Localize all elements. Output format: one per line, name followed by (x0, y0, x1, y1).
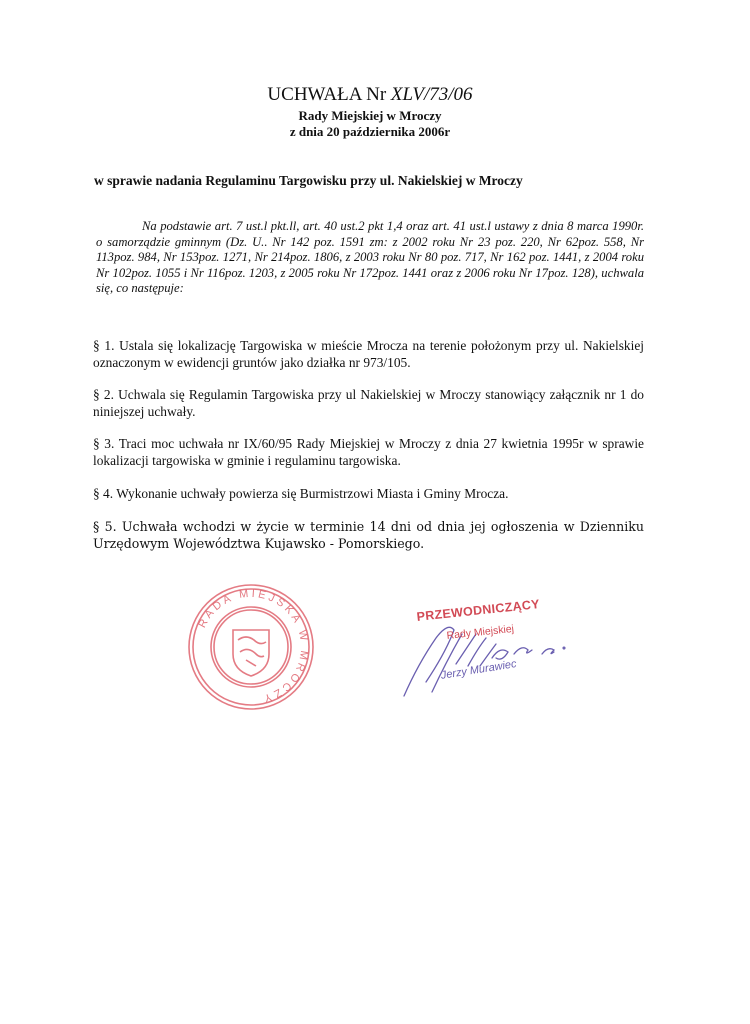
signature-title: PRZEWODNICZĄCY (416, 597, 541, 624)
title-prefix: UCHWAŁA Nr (267, 84, 391, 105)
council-name: Rady Miejskiej w Mroczy (298, 108, 442, 123)
resolution-title (0, 84, 740, 106)
paragraph-1: § 1. Ustala się lokalizację Targowiska w mieście Mrocza na terenie położonym przy ul. Nakielskiej oznaczonym w ewidencji gruntów jako działka nr 973/105. (93, 338, 644, 370)
paragraph-5: § 5. Uchwała wchodzi w życie w terminie 14 dni od dnia jej ogłoszenia w Dzienniku Urzędowym Województwa Kujawsko - Pomorskiego. (93, 519, 644, 551)
signature-subtitle: Rady Miejskiej (446, 622, 515, 642)
resolution-subject: w sprawie nadania Regulaminu Targowisku przy ul. Nakielskiej w Mroczy (94, 173, 523, 188)
seal-text: RADA MIEJSKA W MROCZY (196, 587, 311, 705)
signatory-name: Jerzy Murawiec (440, 658, 518, 682)
resolution-number: XLV/73/06 (390, 84, 473, 105)
paragraph-3: § 3. Traci moc uchwała nr IX/60/95 Rady Miejskiej w Mroczy z dnia 27 kwietnia 1995r w sprawie lokalizacji targowiska w gminie i regulaminu targowiska. (93, 436, 644, 468)
paragraph-4: § 4. Wykonanie uchwały powierza się Burmistrzowi Miasta i Gminy Mrocza. (93, 486, 509, 501)
council-seal-stamp (186, 582, 316, 712)
legal-basis: Na podstawie art. 7 ust.l pkt.ll, art. 40 ust.2 pkt 1,4 oraz art. 41 ust.l ustawy z dnia 8 marca 1990r. o samorządzie gminnym (Dz. U.. Nr 142 poz. 1591 zm: z 2002 roku Nr 23 poz. 220, Nr 62poz. 558, Nr 113poz. 984, Nr 153poz. 1271, Nr 214poz. 1806, z 2003 roku Nr 80 poz. 717, Nr 162 poz. 1441, z 2004 roku Nr 102poz. 1055 i Nr 116poz. 1203, z 2005 roku Nr 172poz. 1441 oraz z 2006 roku Nr 17poz. 128), uchwala się, co następuje: (96, 219, 644, 296)
resolution-date: z dnia 20 października 2006r (289, 124, 451, 139)
paragraph-2: § 2. Uchwala się Regulamin Targowiska przy ul Nakielskiej w Mroczy stanowiący załącznik nr 1 do niniejszej uchwały. (93, 387, 644, 419)
